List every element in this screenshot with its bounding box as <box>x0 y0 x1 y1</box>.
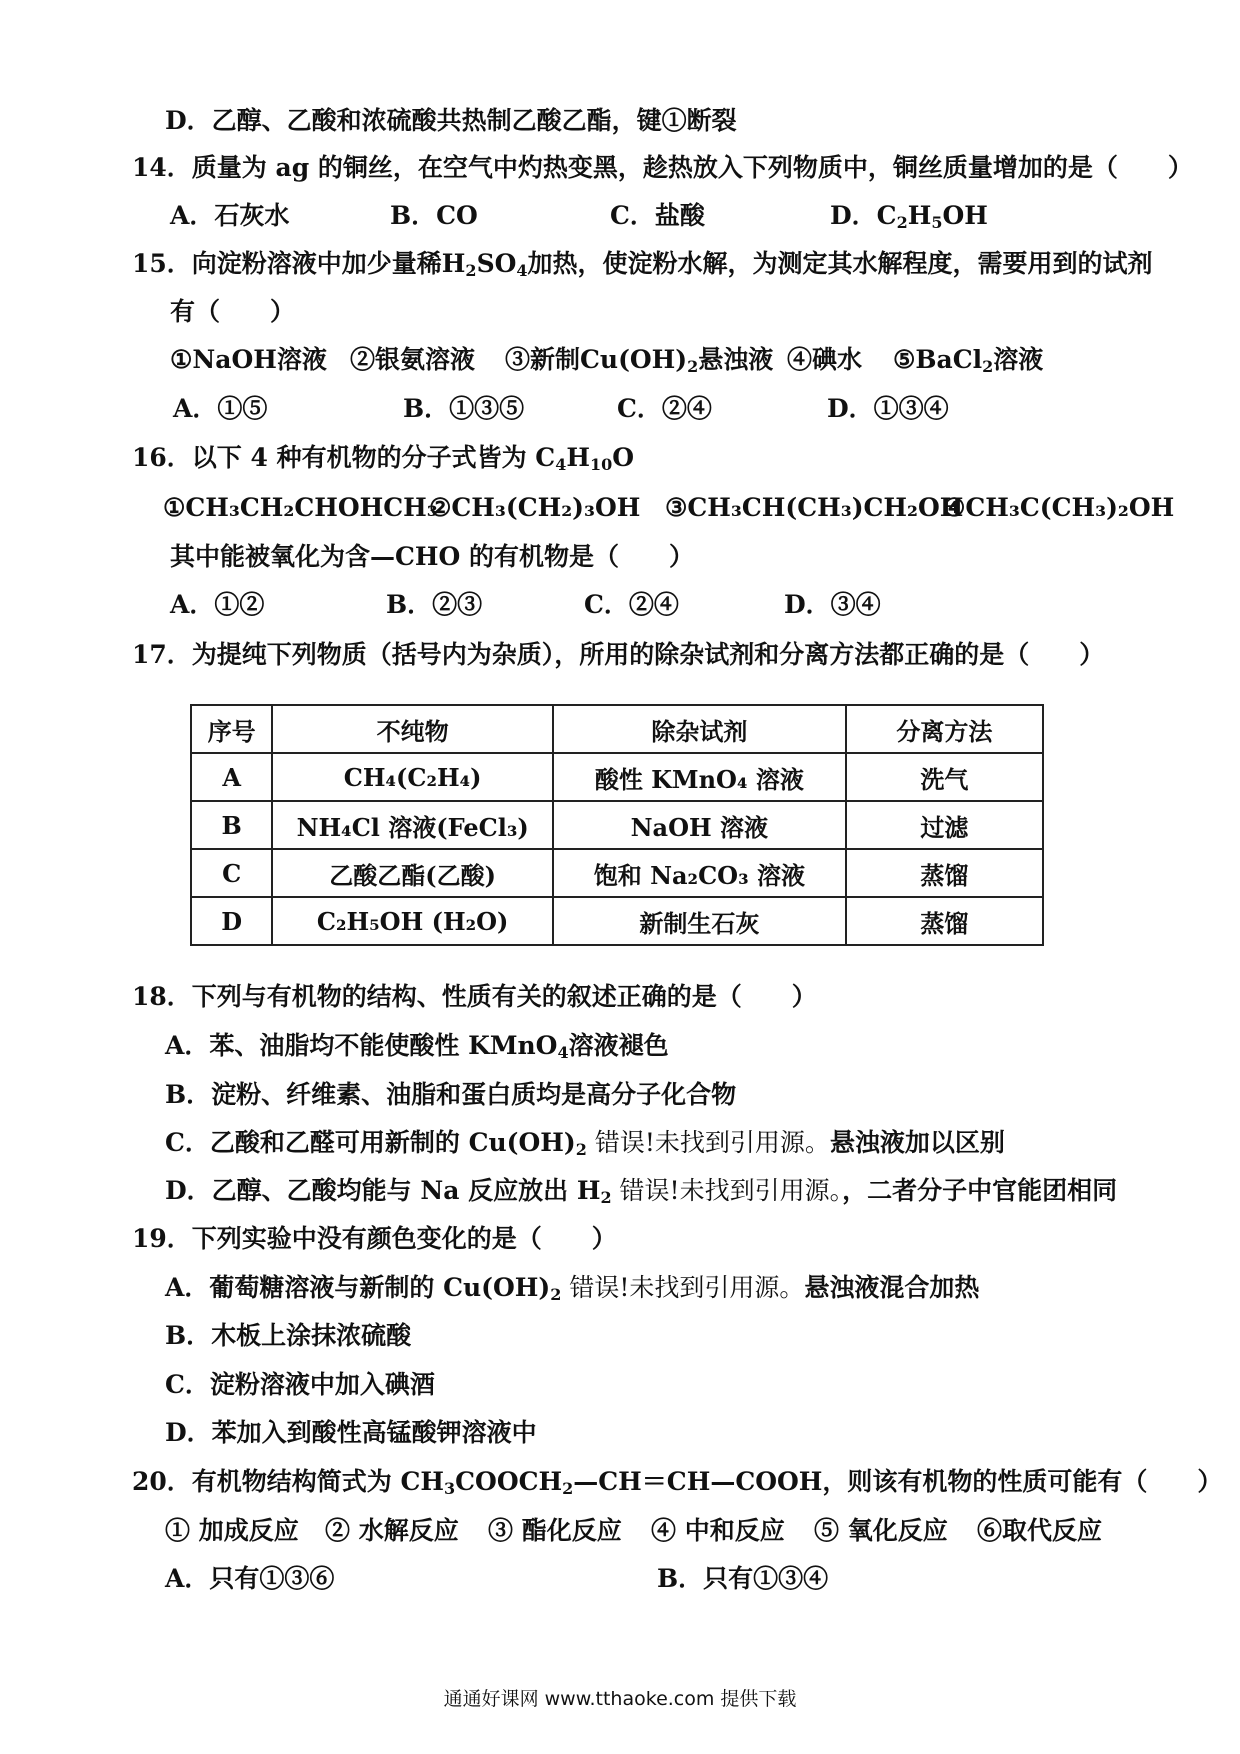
q15-reagent-1: ①NaOH溶液 <box>170 345 327 374</box>
table-cell: 过滤 <box>846 801 1043 849</box>
q20-property-6: ⑥取代反应 <box>977 1516 1103 1545</box>
q15-reagent-2: ②银氨溶液 <box>350 345 476 374</box>
q17-table <box>190 704 1044 946</box>
q15-stem: 15．向淀粉溶液中加少量稀$H_2SO_4$加热，使淀粉水解，为测定其水解程度，需要用到的试剂 <box>132 249 1153 280</box>
q16-molecule-3: ③CH₃CH(CH₃)CH₂OH <box>665 493 964 522</box>
footer-text: 通通好课网 www.tthaoke.com 提供下载 <box>443 1688 797 1710</box>
table-cell: 乙酸乙酯(乙酸) <box>272 849 552 897</box>
q16-option-a: A．①② <box>170 590 265 619</box>
table-header-cell: 序号 <box>191 705 272 753</box>
q14-options <box>170 201 988 231</box>
q16-molecule-4: ④CH₃C(CH₃)₂OH <box>943 493 1175 522</box>
q20-property-4: ④ 中和反应 <box>651 1516 785 1545</box>
table-cell: NaOH 溶液 <box>553 801 846 849</box>
table-cell: 蒸馏 <box>846 849 1043 897</box>
q20-option-b: B．只有①③④ <box>657 1564 829 1593</box>
table-row <box>191 897 1043 945</box>
q18-option-c: C．乙酸和乙醛可用新制的 $Cu(OH)_2$ 错误!未找到引用源。悬浊液加以区别 <box>165 1128 1005 1159</box>
q15-reagent-5: ⑤BaCl$_2$溶液 <box>893 345 1044 376</box>
citation-error-text: 错误!未找到引用源。 <box>586 1128 830 1157</box>
table-cell: 蒸馏 <box>846 897 1043 945</box>
citation-error-text: 错误!未找到引用源。 <box>561 1273 805 1302</box>
q18-option-b: B．淀粉、纤维素、油脂和蛋白质均是高分子化合物 <box>165 1080 737 1109</box>
q18-stem: 18．下列与有机物的结构、性质有关的叙述正确的是（ ） <box>132 982 817 1011</box>
q16-stem: 16．以下 4 种有机物的分子式皆为 $C_4H_{10}O$ <box>132 443 635 474</box>
table-cell: D <box>191 897 272 945</box>
table-header-cell: 除杂试剂 <box>553 705 846 753</box>
table-row <box>191 753 1043 801</box>
q19-option-b: B．木板上涂抹浓硫酸 <box>165 1321 412 1350</box>
q16-molecule-2: ②CH₃(CH₂)₃OH <box>429 493 641 522</box>
q14-option-a: A．石灰水 <box>170 201 290 230</box>
table-header-cell: 分离方法 <box>846 705 1043 753</box>
table-cell: 新制生石灰 <box>553 897 846 945</box>
q15-stem-continued: 有（ ） <box>170 297 296 326</box>
q20-property-3: ③ 酯化反应 <box>488 1516 622 1545</box>
table-header-cell: 不纯物 <box>272 705 552 753</box>
q16-ask: 其中能被氧化为含—CHO 的有机物是（ ） <box>170 542 695 571</box>
q20-property-1: ① 加成反应 <box>165 1516 299 1545</box>
q14-stem <box>132 153 1193 183</box>
q14-option-b: B．CO <box>390 201 478 230</box>
q16-option-b: B．②③ <box>386 590 483 619</box>
q15-reagent-4: ④碘水 <box>787 345 863 374</box>
table-header-row <box>191 705 1043 753</box>
q14-option-d: D．$C_2H_5OH$ <box>830 201 988 232</box>
q20-properties <box>165 1516 1102 1546</box>
q19-option-a: A．葡萄糖溶液与新制的 $Cu(OH)_2$ 错误!未找到引用源。悬浊液混合加热 <box>165 1273 980 1304</box>
q15-option-c: C．②④ <box>617 394 712 423</box>
q18-option-a: A．苯、油脂均不能使酸性 KMnO$_4$溶液褪色 <box>165 1031 669 1062</box>
q13-option-d <box>165 106 737 136</box>
q15-options <box>173 394 949 424</box>
q19-stem: 19．下列实验中没有颜色变化的是（ ） <box>132 1224 617 1253</box>
q18-option-d: D．乙醇、乙酸均能与 Na 反应放出 $H_2$ 错误!未找到引用源。，二者分子中官能团相同 <box>165 1176 1118 1207</box>
q16-option-d: D．③④ <box>784 590 881 619</box>
q20-property-2: ② 水解反应 <box>325 1516 459 1545</box>
q16-options <box>170 590 881 620</box>
q13-option-d-text: D．乙醇、乙酸和浓硫酸共热制乙酸乙酯，键①断裂 <box>165 106 737 135</box>
q15-option-b: B．①③⑤ <box>403 394 525 423</box>
q17-stem: 17．为提纯下列物质（括号内为杂质），所用的除杂试剂和分离方法都正确的是（ ） <box>132 640 1105 669</box>
q15-reagent-3: ③新制$Cu(OH)_2$悬浊液 <box>505 345 774 376</box>
table-cell: C <box>191 849 272 897</box>
q16-molecule-1: ①CH₃CH₂CHOHCH₃ <box>163 493 438 522</box>
table-row <box>191 849 1043 897</box>
table-cell: C₂H₅OH (H₂O) <box>272 897 552 945</box>
table-cell: 洗气 <box>846 753 1043 801</box>
q14-stem-text: 14．质量为 ag 的铜丝，在空气中灼热变黑，趁热放入下列物质中，铜丝质量增加的是（ ） <box>132 153 1193 182</box>
table-row <box>191 801 1043 849</box>
table-cell: B <box>191 801 272 849</box>
citation-error-text: 错误!未找到引用源。 <box>611 1176 843 1205</box>
q20-property-5: ⑤ 氧化反应 <box>814 1516 948 1545</box>
q20-option-a: A．只有①③⑥ <box>165 1564 335 1593</box>
q14-option-c: C．盐酸 <box>610 201 705 230</box>
q20-stem: 20．有机物结构简式为 $CH_3COOCH_2—CH=CH—COOH$，则该有机物的性质可能有（ ） <box>132 1467 1223 1498</box>
q16-molecules <box>163 493 1174 523</box>
q15-option-a: A．①⑤ <box>173 394 268 423</box>
table-cell: NH₄Cl 溶液(FeCl₃) <box>272 801 552 849</box>
q20-options <box>165 1564 828 1594</box>
table-cell: CH₄(C₂H₄) <box>272 753 552 801</box>
q16-option-c: C．②④ <box>584 590 679 619</box>
q15-option-d: D．①③④ <box>827 394 949 423</box>
q19-option-d: D．苯加入到酸性高锰酸钾溶液中 <box>165 1418 537 1447</box>
q15-reagents <box>170 345 1043 375</box>
table-cell: 饱和 Na₂CO₃ 溶液 <box>553 849 846 897</box>
table-cell: A <box>191 753 272 801</box>
table-cell: 酸性 KMnO₄ 溶液 <box>553 753 846 801</box>
q19-option-c: C．淀粉溶液中加入碘酒 <box>165 1370 435 1399</box>
